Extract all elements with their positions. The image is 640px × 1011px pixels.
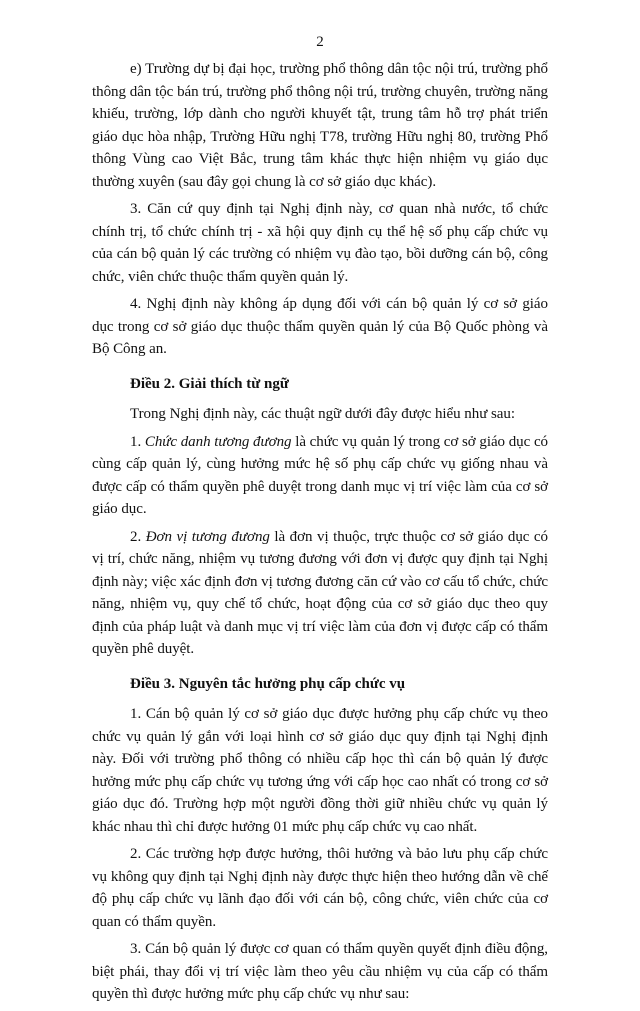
definition-1-number: 1. bbox=[130, 433, 145, 450]
paragraph-1e-schools: e) Trường dự bị đại học, trường phổ thông dân tộc nội trú, trường phổ thông dân tộc bán trú, trường phổ thông nội trú, trường chuyên, trường năng khiếu, trường, lớp dành cho người khuyết tật, trung tâm hỗ trợ phát triển giáo dục hòa nhập, Trường Hữu nghị T78, trường Hữu nghị 80, trường Phổ thông Vùng cao Việt Bắc, trung tâm khác thực hiện nhiệm vụ giáo dục thường xuyên (sau đây gọi chung là cơ sở giáo dục khác). bbox=[92, 61, 548, 190]
heading-article-2: Điều 2. Giải thích từ ngữ bbox=[130, 375, 289, 392]
paragraph-definition-2 bbox=[92, 526, 548, 661]
paragraph-definitions-intro: Trong Nghị định này, các thuật ngữ dưới đây được hiểu như sau: bbox=[130, 406, 515, 422]
definition-2-term: Đơn vị tương đương bbox=[145, 528, 270, 545]
definition-1-text: là chức vụ quản lý trong cơ sở giáo dục có cùng cấp quản lý, cùng hưởng mức hệ số phụ cấp chức vụ giống nhau và được cấp có thẩm quyền phê duyệt trong danh mục vị trí việc làm của cơ sở giáo dục. bbox=[92, 433, 548, 517]
paragraph-3-scope: 3. Căn cứ quy định tại Nghị định này, cơ quan nhà nước, tổ chức chính trị, tổ chức chính trị - xã hội quy định cụ thể hệ số phụ cấp chức vụ của cán bộ quản lý các trường có nhiệm vụ đào tạo, bồi dưỡng cán bộ, công chức, viên chức thuộc thẩm quyền quản lý. bbox=[92, 201, 548, 285]
page-number: 2 bbox=[316, 34, 324, 50]
paragraph-article-3-3: 3. Cán bộ quản lý được cơ quan có thẩm quyền quyết định điều động, biệt phái, thay đổi vị trí việc làm theo yêu cầu nhiệm vụ của cấp có thẩm quyền thì được hưởng mức phụ cấp chức vụ như sau: bbox=[92, 941, 548, 1002]
heading-article-3: Điều 3. Nguyên tắc hưởng phụ cấp chức vụ bbox=[130, 675, 406, 692]
definition-2-text: là đơn vị thuộc, trực thuộc cơ sở giáo dục có vị trí, chức năng, nhiệm vụ tương đương với đơn vị được quy định tại Nghị định này; việc xác định đơn vị tương đương căn cứ vào cơ cấu tổ chức, chức năng, nhiệm vụ, quy chế tổ chức, hoạt động của cơ sở giáo dục theo quy định của pháp luật và danh mục vị trí việc làm của đơn vị được cấp có thẩm quyền phê duyệt. bbox=[92, 528, 548, 657]
definition-1-term: Chức danh tương đương bbox=[144, 433, 292, 450]
definition-2-number: 2. bbox=[130, 528, 146, 545]
paragraph-article-3-2: 2. Các trường hợp được hưởng, thôi hưởng và bảo lưu phụ cấp chức vụ không quy định tại Nghị định này được thực hiện theo hướng dẫn về chế độ phụ cấp chức vụ lãnh đạo đối với cán bộ, công chức, viên chức của cơ quan có thẩm quyền. bbox=[92, 846, 548, 930]
paragraph-4-exclusion: 4. Nghị định này không áp dụng đối với cán bộ quản lý cơ sở giáo dục trong cơ sở giáo dục thuộc thẩm quyền quản lý của Bộ Quốc phòng và Bộ Công an. bbox=[92, 296, 548, 357]
paragraph-definition-1 bbox=[92, 431, 548, 521]
document-page bbox=[92, 32, 548, 1011]
paragraph-article-3-1: 1. Cán bộ quản lý cơ sở giáo dục được hưởng phụ cấp chức vụ theo chức vụ quản lý gắn với loại hình cơ sở giáo dục quy định tại Nghị định này. Đối với trường phổ thông có nhiều cấp học thì cán bộ quản lý được hưởng mức phụ cấp chức vụ tương ứng với cấp học cao nhất có trong cơ sở giáo dục đó. Trường hợp một người đồng thời giữ nhiều chức vụ quản lý khác nhau thì chỉ được hưởng 01 mức phụ cấp chức vụ cao nhất. bbox=[92, 706, 548, 835]
